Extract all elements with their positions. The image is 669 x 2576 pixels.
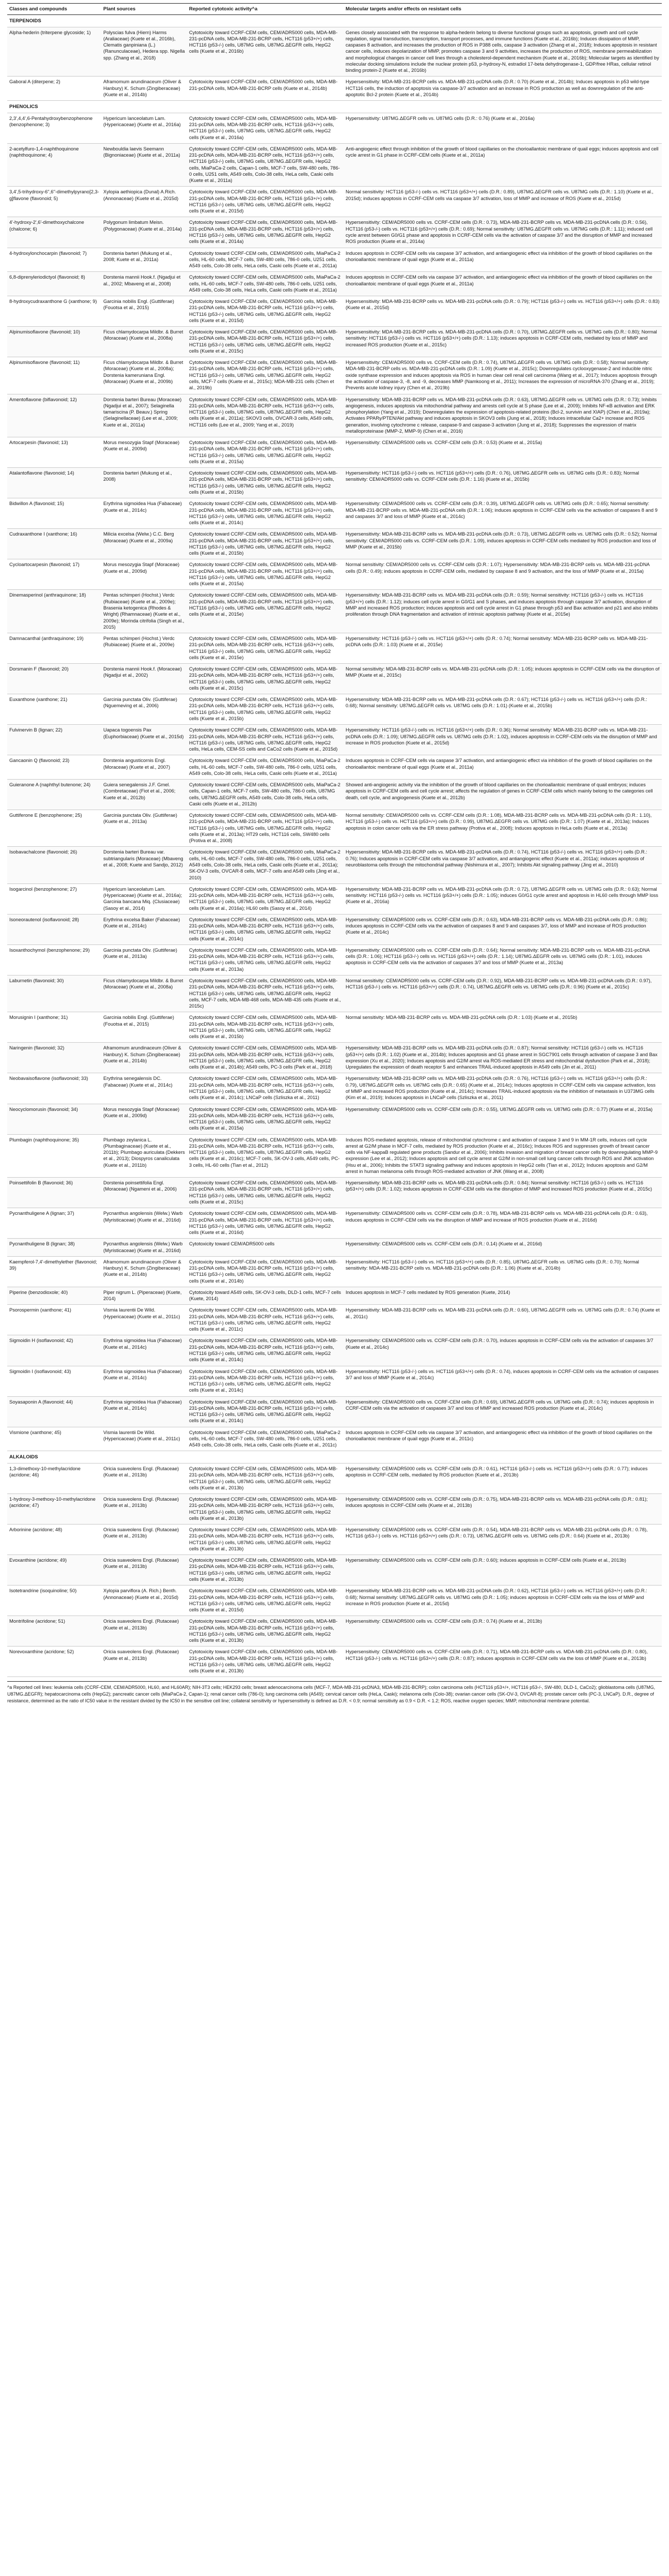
cytotoxic-activity-cell: Cytotoxicity toward CCRF-CEM cells, CEM/ADR5000 cells, MDA-MB-231-pcDNA cells, MDA-MB-231-BCRP cells, HCT116 (p53+/+) cells, HCT116 (p53-/-) cells, U87MG cells, U87MG.ΔEGFR cells, HepG2 cells (Kuete et al., 2014c) — [187, 498, 344, 529]
compound-cell: Laburnetin (flavonoid; 30) — [7, 975, 101, 1012]
table-row — [7, 217, 662, 248]
cytotoxic-activity-cell: Cytotoxicity toward CCRF-CEM cells, CEM/ADR5000 cells, MDA-MB-231-pcDNA cells, MDA-MB-231-BCRP cells, HCT116 (p53+/+) cells, HCT116 (p53-/-) cells, U87MG cells, U87MG.ΔEGFR cells, HepG2 cells (Kuete et al., 2014c); LNCaP cells (Szliszka et al., 2011) — [187, 1073, 344, 1104]
table-row — [7, 1178, 662, 1208]
plant-source-cell: Erythrina sigmoidea Hua (Fabaceae) (Kuete et al., 2014c) — [101, 1335, 187, 1366]
plant-source-cell: Xylopia aethiopica (Dunal) A.Rich. (Annonaceae) (Kuete et al., 2015d) — [101, 187, 187, 217]
molecular-targets-cell: Hypersensitivity: U87MG.ΔEGFR cells vs. U87MG cells (D.R.: 0.76) (Kuete et al., 2016a) — [344, 113, 662, 143]
section-header-row — [7, 101, 662, 113]
compound-cell: Montrifoline (acridone; 51) — [7, 1616, 101, 1647]
cytotoxic-activity-cell: Cytotoxicity toward CCRF-CEM cells, CEM/ADR5000 cells, MDA-MB-231-pcDNA cells, MDA-MB-231-BCRP cells, HCT116 (p53+/+) cells, HCT116 (p53-/-) cells, U87MG cells, U87MG.ΔEGFR cells, HepG2 cells (Kuete et al., 2014c) — [187, 1366, 344, 1396]
table-row — [7, 1647, 662, 1677]
cytotoxic-activity-cell: Cytotoxicity toward CCRF-CEM cells, CEM/ADR5000 cells, MDA-MB-231-pcDNA cells, MDA-MB-231-BCRP cells, HCT116 (p53+/+) cells, HCT116 (p53-/-) cells, U87MG cells, U87MG.ΔEGFR cells, HepG2 cells (Kuete et al., 2016a) — [187, 113, 344, 143]
molecular-targets-cell: Hypersensitivity: MDA-MB-231-BCRP cells vs. MDA-MB-231-pcDNA cells (D.R.: 0.60), U87MG.ΔEGFR cells vs. U87MG cells (D.R.: 0.74) (Kuete et al., 2011c) — [344, 1305, 662, 1335]
molecular-targets-cell: Showed anti-angiogenic activity via the inhibition of the growth of blood capillaries on the chorioallantoic membrane of quail embryos; induces apoptosis in CCRF-CEM cells and cell cycle arrest; affects the regulation of genes in CCRF-CEM cells which mainly belong to the categories cell death, cell cycle, and angiogenesis (Kuete et al., 2012b) — [344, 780, 662, 810]
plant-source-cell: Dorstenia mannii Hook.f. (Ngadjui et al., 2002; Mbaveng et al., 2008) — [101, 272, 187, 296]
plant-source-cell: Pycnanthus angolensis (Welw.) Warb (Myristicaceae) (Kuete et al., 2016d) — [101, 1239, 187, 1257]
molecular-targets-cell: Hypersensitivity: CEM/ADR5000 cells vs. CCRF-CEM cells (D.R.: 0.14) (Kuete et al., 2016d) — [344, 1239, 662, 1257]
plant-source-cell: Ficus chlamydocarpa Mildbr. & Burret (Moraceae) (Kuete et al., 2008a) — [101, 975, 187, 1012]
table-row — [7, 725, 662, 755]
table-row — [7, 810, 662, 847]
molecular-targets-cell: Hypersensitivity: CEM/ADR5000 cells vs. CCRF-CEM cells (D.R.: 0.74), U87MG.ΔEGFR cells vs. U87MG cells (D.R.: 0.58); Normal sensitivity: MDA-MB-231-BCRP cells vs. MDA-MB-231-pcDNA cells (D.R.: 1.09) (Kuete et al., 2015c); Downregulates cyclooxygenase-2 and inducible nitric oxide synthase expression and induces apoptosis via ROS in human clear cell renal cell carcinoma (Wang et al., 2017); Induces apoptosis through the activation of caspase-3, -8, and -9, decreases MMP (Namkoong et al., 2011); Increases the expression of microRNA-370 (Zhang et al., 2019); Prevents acute kidney injury (Chen et al., 2019b) — [344, 357, 662, 394]
plant-source-cell: Polygonum limbatum Meisn. (Polygonaceae) (Kuete et al., 2014a) — [101, 217, 187, 248]
plant-source-cell: Ficus chlamydocarpa Mildbr. & Burret (Moraceae) (Kuete et al., 2008a); Dorstenia kameruniana Engl. (Moraceae) (Kuete et al., 2009b) — [101, 357, 187, 394]
compound-cell: 2,3',4,4',6-Pentahydroxybenzophenone (benzophenone; 3) — [7, 113, 101, 143]
cytotoxic-activity-cell: Cytotoxicity toward CCRF-CEM cells, CEM/ADR5000 cells, MDA-MB-231-pcDNA cells, MDA-MB-231-BCRP cells, HCT116 (p53+/+) cells, HCT116 (p53-/-) cells, U87MG cells, U87MG.ΔEGFR cells, HepG2 cells (Kuete et al., 2013b) — [187, 1616, 344, 1647]
compound-cell: Pycnanthuligene A (lignan; 37) — [7, 1208, 101, 1239]
compound-cell: Norevoxanthine (acridone; 52) — [7, 1647, 101, 1677]
section-header-row — [7, 15, 662, 27]
cytotoxic-activity-cell: Cytotoxicity toward CCRF-CEM cells, CEM/ADR5000 cells, MDA-MB-231-pcDNA cells, MDA-MB-231-BCRP cells (Kuete et al., 2014b) — [187, 77, 344, 101]
table-row — [7, 327, 662, 357]
plant-source-cell: Erythrina sigmoidea Hua (Fabaceae) (Kuete et al., 2014c) — [101, 498, 187, 529]
compound-cell: 8-hydroxycudraxanthone G (xanthone; 9) — [7, 296, 101, 327]
molecular-targets-cell: Hypersensitivity: MDA-MB-231-BCRP cells vs. MDA-MB-231-pcDNA cells (D.R.: 0.67); HCT116 (p53-/-) cells vs. HCT116 (p53+/+) cells (D.R.: 0.68); Normal sensitivity: U87MG.ΔEGFR cells vs. U87MG cells (D.R.: 1.01) (Kuete et al., 2015b) — [344, 694, 662, 725]
cytotoxic-activity-cell: Cytotoxicity toward CCRF-CEM cells, CEM/ADR5000 cells, MDA-MB-231-pcDNA cells, MDA-MB-231-BCRP cells, HCT116 (p53+/+) cells, HCT116 (p53-/-) cells, U87MG cells, U87MG.ΔEGFR cells, HepG2 cells (Kuete et al., 2014a) — [187, 217, 344, 248]
table-row — [7, 559, 662, 590]
cytotoxic-activity-cell: Cytotoxicity toward CCRF-CEM cells, CEM/ADR5000 cells, MDA-MB-231-pcDNA cells, MDA-MB-231-BCRP cells, HCT116 (p53+/+) cells, HCT116 (p53-/-) cells, U87MG cells, U87MG.ΔEGFR cells, HepG2 cells (Kuete et al., 2016a); HL60 cells (Sasoy et al., 2014) — [187, 883, 344, 914]
molecular-targets-cell: Hypersensitivity: CEM/ADR5000 cells vs. CCRF-CEM cells (D.R.: 0.69), U87MG.ΔEGFR cells vs. U87MG cells (D.R.: 0.74); induces apoptosis in CCRF-CEM cells via the activation of caspases 3/7 and loss of MMP and increased ROS production (Kuete et al., 2014c) — [344, 1396, 662, 1427]
cytotoxic-activity-cell: Cytotoxicity toward CCRF-CEM cells, CEM/ADR5000 cells, MiaPaCa-2 cells, HL-60 cells, MCF-7 cells, SW-480 cells, 786-0 cells, U251 cells, A549 cells, Colo-38 cells, HeLa cells, Caski cells (Kuete et al., 2011c) — [187, 1427, 344, 1451]
plant-source-cell: Dorstenia angusticornis Engl. (Moraceae) (Kuete et al., 2007) — [101, 755, 187, 780]
compound-cell: Neocyclomorusin (flavonoid; 34) — [7, 1104, 101, 1134]
compound-cell: Isogarcinol (benzophenone; 27) — [7, 883, 101, 914]
molecular-targets-cell: Normal sensitivity: CEM/ADR5000 cells vs. CCRF-CEM cells (D.R.: 0.92), MDA-MB-231-BCRP cells vs. MDA-MB-231-pcDNA cells (D.R.: 0.97), HCT116 (p53-/-) cells vs. HCT116 (p53+/+) cells (D.R.: 0.74), U87MG.ΔEGFR cells vs. U87MG cells (D.R.: 0.96) (Kuete et al., 2015c) — [344, 975, 662, 1012]
molecular-targets-cell: Hypersensitivity: MDA-MB-231-BCRP cells vs. MDA-MB-231-pcDNA cells (D.R.: 0.79); HCT116 (p53-/-) cells vs. HCT116 (p53+/+) cells (D.R.: 0.83) (Kuete et al., 2015d) — [344, 296, 662, 327]
table-row — [7, 883, 662, 914]
plant-source-cell: Uapaca togoensis Pax (Euphorbiaceae) (Kuete et al., 2015d) — [101, 725, 187, 755]
compound-cell: Arborinine (acridone; 48) — [7, 1525, 101, 1555]
table-row — [7, 1525, 662, 1555]
compound-cell: Guieranone A (naphthyl butenone; 24) — [7, 780, 101, 810]
compound-cell: Soyasaponin A (flavonoid; 44) — [7, 1396, 101, 1427]
plant-source-cell: Polyscias fulva (Hiern) Harms (Araliaceae) (Kuete et al., 2016b), Clematis ganpiniana (L.) (Ranunculaceae), Hedera spp. Nigella spp. (Zhang et al., 2018) — [101, 27, 187, 77]
table-row — [7, 1616, 662, 1647]
plant-source-cell: Aframomum arundinaceum (Oliver & Hanbury) K. Schum (Zingiberaceae) (Kuete et al., 2014b) — [101, 1043, 187, 1073]
header-plant-sources: Plant sources — [101, 4, 187, 15]
table-row — [7, 296, 662, 327]
molecular-targets-cell: Hypersensitivity: CEM/ADR5000 cells vs. CCRF-CEM cells (D.R.: 0.73), MDA-MB-231-BCRP cells vs. MDA-MB-231-pcDNA cells (D.R.: 0.56), HCT116 (p53-/-) cells vs. HCT116 (p53+/+) cells (D.R.: 0.69); Normal sensitivity: U87MG.ΔEGFR cells vs. U87MG cells (D.R.: 1.11); induced cell cycle arrest between G0/G1 phase and apoptosis in CCRF-CEM cells via the activation of caspase 3/7 and the disruption of MMP and increased ROS production (Kuete et al., 2014a) — [344, 217, 662, 248]
compound-cell: Isoneorautenol (isoflavonoid; 28) — [7, 914, 101, 944]
compound-cell: Cudraxanthone I (xanthone; 16) — [7, 529, 101, 559]
compounds-table — [7, 3, 662, 1677]
cytotoxic-activity-cell: Cytotoxicity toward CEM/ADR5000 cells — [187, 1239, 344, 1257]
compound-cell: Damnacanthal (anthraquinone; 19) — [7, 633, 101, 664]
cytotoxic-activity-cell: Cytotoxicity toward CCRF-CEM cells, CEM/ADR5000 cells, MDA-MB-231-pcDNA cells, MDA-MB-231-BCRP cells, HCT116 (p53+/+) cells, HCT116 (p53-/-) cells, U87MG cells, U87MG.ΔEGFR cells, HepG2 cells (Kuete et al., 2016b) — [187, 27, 344, 77]
cytotoxic-activity-cell: Cytotoxicity toward CCRF-CEM cells, CEM/ADR5000 cells, MDA-MB-231-pcDNA cells, MDA-MB-231-BCRP cells, HCT116 (p53+/+) cells, HCT116 (p53-/-) cells, U87MG cells, U87MG.ΔEGFR cells, HepG2 cells (Kuete et al., 2013b) — [187, 1525, 344, 1555]
plant-source-cell: Erythrina sigmoidea Hua (Fabaceae) (Kuete et al., 2014c) — [101, 1396, 187, 1427]
section-title: TERPENOIDS — [7, 15, 662, 27]
compound-cell: Bidwillon A (flavonoid; 15) — [7, 498, 101, 529]
cytotoxic-activity-cell: Cytotoxicity toward CCRF-CEM cells, CEM/ADR5000 cells, MDA-MB-231-pcDNA cells, MDA-MB-231-BCRP cells, HCT116 (p53+/+) cells, HCT116 (p53-/-) cells, U87MG cells, U87MG.ΔEGFR cells, HepG2 cells (Kuete et al., 2013a) — [187, 944, 344, 975]
plant-source-cell: Oricia suaveolens Engl. (Rutaceae) (Kuete et al., 2013b) — [101, 1525, 187, 1555]
compound-cell: Sigmoidin I (isoflavonoid; 43) — [7, 1366, 101, 1396]
plant-source-cell: Aframomum arundinaceum (Oliver & Hanbury) K. Schum (Zingiberaceae) (Kuete et al., 2014b) — [101, 77, 187, 101]
table-row — [7, 1239, 662, 1257]
molecular-targets-cell: Genes closely associated with the response to alpha-hederin belong to diverse functional groups such as apoptosis, growth and cell cycle regulation, signal transduction, transcription, transport processes, and immune functions (Kuete et al., 2016b); Induces dissipation of MMP, caspases 8 activation, and increases the production of ROS in P388 cells, caspase 3 activation (Zhang et al., 2018); Induces apoptosis in resistant cancer cells, induces depolarization of MMP, promotes caspase 3 and 9 activities, increases the production of ROS, membrane permeabilization and morphological changes in cancer cell lines through a cholesterol-dependent mechanism (Kuete et al., 2016b); Molecular targets as identified by molecular docking simulations include the nuclear protein p53, p-hydroxy-N, estradiol 17-beta dehydrogenase-1, GDP/free HRas, cellular retinol binding protein-2 (Kuete et al., 2016b) — [344, 27, 662, 77]
table-row — [7, 914, 662, 944]
cytotoxic-activity-cell: Cytotoxicity toward CCRF-CEM cells, CEM/ADR5000 cells, MDA-MB-231-pcDNA cells, MDA-MB-231-BCRP cells, HCT116 (p53+/+) cells, HCT116 (p53-/-) cells, U87MG cells, U87MG.ΔEGFR cells, HepG2 cells (Kuete et al., 2015b) — [187, 1012, 344, 1043]
molecular-targets-cell: Hypersensitivity: CEM/ADR5000 cells vs. CCRF-CEM cells (D.R.: 0.60); induces apoptosis in CCRF-CEM cells (Kuete et al., 2013b) — [344, 1555, 662, 1586]
cytotoxic-activity-cell: Cytotoxicity toward CCRF-CEM cells, CEM/ADR5000 cells, MDA-MB-231-pcDNA cells, MDA-MB-231-BCRP cells, HCT116 (p53+/+) cells, HCT116 (p53-/-) cells, U87MG cells, U87MG.ΔEGFR cells, HepG2 cells (Kuete et al., 2014b); A549 cells, PC-3 cells (Park et al., 2018) — [187, 1043, 344, 1073]
molecular-targets-cell: Hypersensitivity: CEM/ADR5000 cells vs. CCRF-CEM cells (D.R.: 0.74) (Kuete et al., 2013b) — [344, 1616, 662, 1647]
table-row — [7, 944, 662, 975]
cytotoxic-activity-cell: Cytotoxicity toward CCRF-CEM cells, CEM/ADR5000 cells, MiaPaCa-2 cells, HL-60 cells, MCF-7 cells, SW-480 cells, 786-0 cells, U251 cells, A549 cells, Colo-38 cells, HeLa cells, Caski cells (Kuete et al., 2011a) — [187, 755, 344, 780]
compound-cell: Isobavachalcone (flavonoid; 26) — [7, 847, 101, 883]
cytotoxic-activity-cell: Cytotoxicity toward CCRF-CEM cells, CEM/ADR5000 cells, MDA-MB-231-pcDNA cells, MDA-MB-231-BCRP cells, HCT116 (p53+/+) cells, HCT116 (p53-/-) cells, U87MG cells, U87MG.ΔEGFR cells, HepG2 cells (Kuete et al., 2011c) — [187, 1305, 344, 1335]
cytotoxic-activity-cell: Cytotoxicity toward CCRF-CEM cells, CEM/ADR5000 cells, MDA-MB-231-pcDNA cells, MDA-MB-231-BCRP cells, HCT116 (p53+/+) cells, HCT116 (p53-/-) cells, U87MG cells, U87MG.ΔEGFR cells, HepG2 cells, HeLa cells, CEM-SS cells and CaCo2 cells (Kuete et al., 2015d) — [187, 725, 344, 755]
plant-source-cell: Oricia suaveolens Engl. (Rutaceae) (Kuete et al., 2013b) — [101, 1647, 187, 1677]
cytotoxic-activity-cell: Cytotoxicity toward CCRF-CEM cells, CEM/ADR5000 cells, MDA-MB-231-pcDNA cells, MDA-MB-231-BCRP cells, HCT116 (p53+/+) cells, HCT116 (p53-/-) cells, U87MG cells, U87MG.ΔEGFR cells, HepG2 cells (Kuete et al., 2015a) — [187, 1104, 344, 1134]
compound-cell: Psorospermin (xanthone; 41) — [7, 1305, 101, 1335]
plant-source-cell: Erythrina excelsa Baker (Fabaceae) (Kuete et al., 2014c) — [101, 914, 187, 944]
molecular-targets-cell: Normal sensitivity: HCT116 (p53-/-) cells vs. HCT116 (p53+/+) cells (D.R.: 0.89), U87MG.ΔEGFR cells vs. U87MG cells (D.R.: 1.10) (Kuete et al., 2015d); induces apoptosis in CCRF-CEM cells via caspase 3/7 activation, loss of MMP and increase of ROS (Kuete et al., 2015d) — [344, 187, 662, 217]
table-row — [7, 1366, 662, 1396]
plant-source-cell: Dorstenia barteri (Mukung et al., 2008) — [101, 468, 187, 498]
molecular-targets-cell: Hypersensitivity: CEM/ADR5000 cells vs. CCRF-CEM cells (D.R.: 0.61), HCT116 (p53-/-) cells vs. HCT116 (p53+/+) cells (D.R.: 0.77); induces apoptosis in CCRF-CEM cells, mediated by ROS production (Kuete et al., 2013b) — [344, 1464, 662, 1494]
compound-cell: Pycnanthuligene B (lignan; 38) — [7, 1239, 101, 1257]
molecular-targets-cell: Hypersensitivity: MDA-MB-231-BCRP cells vs. MDA-MB-231-pcDNA cells (D.R.: 0.87); Normal sensitivity: HCT116 (p53-/-) cells vs. HCT116 (p53+/+) cells (D.R.: 1.02) (Kuete et al., 2014b); Induces apoptosis and G1 phase arrest in SGC7901 cells through activation of caspase 3 and Bax expression (Xu et al., 2020); Induces apoptosis and G2/M arrest via ROS-mediated ER stress and mitochondrial dysfunction (Park et al., 2018); Upregulates the expression of death receptor 5 and enhances TRAIL-induced apoptosis in A549 cells (Jin et al., 2011) — [344, 1043, 662, 1073]
molecular-targets-cell: Anti-angiogenic effect through inhibition of the growth of blood capillaries on the chorioallantoic membrane of quail eggs; induces apoptosis and cell cycle arrest in G1 phase in CCRF-CEM cells (Kuete et al., 2011a) — [344, 143, 662, 187]
plant-source-cell: Guiera senegalensis J.F. Gmel. (Combretaceae) (Fiot et al., 2006; Kuete et al., 2012b) — [101, 780, 187, 810]
table-row — [7, 437, 662, 468]
plant-source-cell: Newbouldia laevis Seemann (Bignoniaceae) (Kuete et al., 2011a) — [101, 143, 187, 187]
table-row — [7, 468, 662, 498]
plant-source-cell: Dorstenia barteri (Mukung et al., 2008; Kuete et al., 2011a) — [101, 248, 187, 272]
cytotoxic-activity-cell: Cytotoxicity toward CCRF-CEM cells, CEM/ADR5000 cells, MDA-MB-231-pcDNA cells, MDA-MB-231-BCRP cells, HCT116 (p53+/+) cells, HCT116 (p53-/-) cells, U87MG cells, U87MG.ΔEGFR cells, HepG2 cells (Kuete et al., 2014c) — [187, 1335, 344, 1366]
plant-source-cell: Vismia laurentii De Wild. (Hypericaceae) (Kuete et al., 2011c) — [101, 1305, 187, 1335]
header-classes-compounds: Classes and compounds — [7, 4, 101, 15]
compound-cell: 1,3-dimethoxy-10-methylacridone (acridone; 46) — [7, 1464, 101, 1494]
cytotoxic-activity-cell: Cytotoxicity toward CCRF-CEM cells, CEM/ADR5000 cells, MDA-MB-231-pcDNA cells, MDA-MB-231-BCRP cells, HCT116 (p53+/+) cells, HCT116 (p53-/-) cells, U87MG cells, U87MG.ΔEGFR cells, HepG2 cells (Kuete et al., 2013b) — [187, 1464, 344, 1494]
cytotoxic-activity-cell: Cytotoxicity toward CCRF-CEM cells, CEM/ADR5000 cells, MDA-MB-231-pcDNA cells, MDA-MB-231-BCRP cells, HCT116 (p53+/+) cells, HCT116 (p53-/-) cells, U87MG cells, U87MG.ΔEGFR cells, HepG2 cells (Kuete et al., 2015d) — [187, 296, 344, 327]
cytotoxic-activity-cell: Cytotoxicity toward A549 cells, SK-OV-3 cells, DLD-1 cells, MCF-7 cells (Kuete, 2014) — [187, 1287, 344, 1305]
table-row — [7, 1287, 662, 1305]
molecular-targets-cell: Hypersensitivity: MDA-MB-231-BCRP cells vs. MDA-MB-231-pcDNA cells (D.R.: 0.70) (Kuete et al., 2014b); Induces apoptosis in p53 wild-type HCT116 cells, the induction of apoptosis via caspase-3/7 activation and an increase in ROS production as well as downregulation of the anti-apoptotic Bcl-2 protein (Kuete et al., 2014b) — [344, 77, 662, 101]
molecular-targets-cell: Hypersensitivity: MDA-MB-231-BCRP cells vs. MDA-MB-231-pcDNA cells (D.R.: 0.62), HCT116 (p53-/-) cells vs. HCT116 (p53+/+) cells (D.R.: 0.68); Normal sensitivity: U87MG.ΔEGFR cells vs. U87MG cells (D.R.: 1.05); induces apoptosis in CCRF-CEM cells via the loss of MMP and increase in ROS production (Kuete et al., 2015d) — [344, 1586, 662, 1616]
cytotoxic-activity-cell: Cytotoxicity toward CCRF-CEM cells, CEM/ADR5000 cells, MDA-MB-231-pcDNA cells, MDA-MB-231-BCRP cells, HCT116 (p53+/+) cells, HCT116 (p53-/-) cells, U87MG cells, U87MG.ΔEGFR cells, HepG2 cells (Kuete et al., 2015a) — [187, 437, 344, 468]
plant-source-cell: Morus mesozygia Stapf (Moraceae) (Kuete et al., 2009d) — [101, 437, 187, 468]
molecular-targets-cell: Hypersensitivity: CEM/ADR5000 cells vs. CCRF-CEM cells (D.R.: 0.39), U87MG.ΔEGFR cells vs. U87MG cells (D.R.: 0.65); Normal sensitivity: MDA-MB-231-BCRP cells vs. MDA-MB-231-pcDNA cells (D.R.: 1.06); induces apoptosis in CCRF-CEM cells via the activation of caspases 8 and 9 and caspases 3/7 and loss of MMP (Kuete et al., 2014c) — [344, 498, 662, 529]
plant-source-cell: Morus mesozygia Stapf (Moraceae) (Kuete et al., 2009d) — [101, 1104, 187, 1134]
section-title: ALKALOIDS — [7, 1451, 662, 1464]
cytotoxic-activity-cell: Cytotoxicity toward CCRF-CEM cells, CEM/ADR5000 cells, MDA-MB-231-pcDNA cells, MDA-MB-231-BCRP cells, HCT116 (p53+/+) cells, HCT116 (p53-/-) cells, U87MG cells, U87MG.ΔEGFR cells, HepG2 cells (Kuete et al., 2015a) — [187, 559, 344, 590]
plant-source-cell: Oricia suaveolens Engl. (Rutaceae) (Kuete et al., 2013b) — [101, 1555, 187, 1586]
compound-cell: Dorsmanin F (flavonoid; 20) — [7, 664, 101, 694]
compound-cell: Dinemasperinol (anthraquinone; 18) — [7, 590, 101, 633]
compound-cell: 4'-hydroxy-2',6'-dimethoxychalcone (chalcone; 6) — [7, 217, 101, 248]
section-title: PHENOLICS — [7, 101, 662, 113]
molecular-targets-cell: Induces apoptosis in CCRF-CEM cells via caspase 3/7 activation, and antiangiogenic effect via inhibition of the growth of blood capillaries on the chorioallantoic membrane of quail eggs (Kuete et al., 2011a) — [344, 272, 662, 296]
compound-cell: Alpinumisoflavone (flavonoid; 11) — [7, 357, 101, 394]
molecular-targets-cell: Hypersensitivity: MDA-MB-231-BCRP cells vs. MDA-MB-231-pcDNA cells (D.R.: 0.72), U87MG.ΔEGFR cells vs. U87MG cells (D.R.: 0.63); Normal sensitivity: HCT116 (p53-/-) cells vs. HCT116 (p53+/+) cells (D.R.: 1.05); induces G0/G1 cycle arrest and apoptosis in HL60 cells through MMP loss (Kuete et al., 2016a) — [344, 883, 662, 914]
plant-source-cell: Erythrina senegalensis DC. (Fabaceae) (Kuete et al., 2014c) — [101, 1073, 187, 1104]
table-row — [7, 780, 662, 810]
table-header — [7, 4, 662, 15]
table-row — [7, 755, 662, 780]
table-row — [7, 1464, 662, 1494]
plant-source-cell: Aframomum arundinaceum (Oliver & Hanbury) K. Schum (Zingiberaceae) (Kuete et al., 2014b) — [101, 1256, 187, 1287]
plant-source-cell: Vismia laurentii De Wild. (Hypericaceae) (Kuete et al., 2011c) — [101, 1427, 187, 1451]
table-row — [7, 248, 662, 272]
table-row — [7, 357, 662, 394]
table-row — [7, 1012, 662, 1043]
cytotoxic-activity-cell: Cytotoxicity toward CCRF-CEM cells, CEM/ADR5000 cells, MDA-MB-231-pcDNA cells, MDA-MB-231-BCRP cells, HCT116 (p53+/+) cells, HCT116 (p53-/-) cells, U87MG cells, U87MG.ΔEGFR cells, HepG2 cells (Kuete et al., 2015d) — [187, 1586, 344, 1616]
plant-source-cell: Garcinia nobilis Engl. (Guttiferae) (Fouotsa et al., 2015) — [101, 1012, 187, 1043]
cytotoxic-activity-cell: Cytotoxicity toward CCRF-CEM cells, CEM/ADR5000 cells, MDA-MB-231-pcDNA cells, MDA-MB-231-BCRP cells, HCT116 (p53+/+) cells, HCT116 (p53-/-) cells, U87MG cells, U87MG.ΔEGFR cells, HepG2 cells (Kuete et al., 2015e) — [187, 590, 344, 633]
compound-cell: Poinsettifolin B (flavonoid; 36) — [7, 1178, 101, 1208]
plant-source-cell: Garcinia punctata Oliv. (Guttiferae) (Kuete et al., 2013a) — [101, 810, 187, 847]
plant-source-cell: Milicia excelsa (Welw.) C.C. Berg (Moraceae) (Kuete et al., 2009a) — [101, 529, 187, 559]
table-row — [7, 1555, 662, 1586]
molecular-targets-cell: Hypersensitivity: MDA-MB-231-BCRP cells vs. MDA-MB-231-pcDNA cells (D.R.: 0.73), U87MG.ΔEGFR cells vs. U87MG cells (D.R.: 0.52); Normal sensitivity: CEM/ADR5000 cells vs. CCRF-CEM cells (D.R.: 1.09), induces apoptosis in CCRF-CEM cells mediated by ROS production and loss of MMP (Kuete et al., 2015b) — [344, 529, 662, 559]
table-row — [7, 113, 662, 143]
molecular-targets-cell: Normal sensitivity: CEM/ADR5000 cells vs. CCRF-CEM cells (D.R.: 1.07); Hypersensitivity: MDA-MB-231-BCRP cells vs. MDA-MB-231-pcDNA cells (D.R.: 0.49); induces apoptosis in CCRF-CEM cells, mediated by caspase 8 and 9 activation, and the loss of MMP (Kuete et al., 2015a) — [344, 559, 662, 590]
plant-source-cell: Pentas schimperi (Hochst.) Verdc (Rubiaceae) (Kuete et al., 2009e); Brasenia ketogenica (Rhodes & Wright) (Rhamnaceae) (Kuete et al., 2009e); Morinda citrifolia (Singh et al., 2015) — [101, 590, 187, 633]
table-row — [7, 1305, 662, 1335]
table-row — [7, 664, 662, 694]
table-row — [7, 975, 662, 1012]
table-row — [7, 1043, 662, 1073]
plant-source-cell: Oricia suaveolens Engl. (Rutaceae) (Kuete et al., 2013b) — [101, 1616, 187, 1647]
molecular-targets-cell: Hypersensitivity: MDA-MB-231-BCRP cells vs. MDA-MB-231-pcDNA cells (D.R.: 0.84); Normal sensitivity: HCT116 (p53-/-) cells vs. HCT116 (p53+/+) cells (D.R.: 1.02); induces apoptosis in CCRF-CEM cells via the disruption of MMP and increased ROS production (Kuete et al., 2015c) — [344, 1178, 662, 1208]
cytotoxic-activity-cell: Cytotoxicity toward CCRF-CEM cells, CEM/ADR5000 cells, MDA-MB-231-pcDNA cells, MDA-MB-231-BCRP cells, HCT116 (p53+/+) cells, HCT116 (p53-/-) cells, U87MG cells, U87MG.ΔEGFR cells, HepG2 cells (Kuete et al., 2015c) — [187, 664, 344, 694]
header-molecular-targets: Molecular targets and/or effects on resistant cells — [344, 4, 662, 15]
table-row — [7, 1396, 662, 1427]
plant-source-cell: Dorstenia poinsettifolia Engl. (Moraceae) (Ngameni et al., 2006) — [101, 1178, 187, 1208]
plant-source-cell: Dorstenia barteri Bureau (Moraceae) (Ngadjui et al., 2007); Selaginella tamariscina (P. Beauv.) Spring (Selaginellaceae) (Lee et al., 2009; Kuete et al., 2011a) — [101, 394, 187, 437]
compound-cell: 3,4',5-trihydroxy-6'',6''-dimethylpyrano[2,3-g]flavone (flavonoid; 5) — [7, 187, 101, 217]
plant-source-cell: Hypericum lanceolatum Lam. (Hypericaceae) (Kuete et al., 2016a) — [101, 113, 187, 143]
table-row — [7, 1208, 662, 1239]
cytotoxic-activity-cell: Cytotoxicity toward CCRF-CEM cells, CEM/ADR5000 cells, MDA-MB-231-pcDNA cells, MDA-MB-231-BCRP cells, HCT116 (p53+/+) cells, HCT116 (p53-/-) cells, U87MG cells, U87MG.ΔEGFR cells, HepG2 cells (Kuete et al., 2016c); MCF-7 cells, SK-OV-3 cells, A549 cells, PC-3 cells, HL-60 cells (Tian et al., 2012) — [187, 1134, 344, 1178]
cytotoxic-activity-cell: Cytotoxicity toward CCRF-CEM cells, CEM/ADR5000 cells, MDA-MB-231-pcDNA cells, MDA-MB-231-BCRP cells, HCT116 (p53+/+) cells, HCT116 (p53-/-) cells, U87MG cells, U87MG.ΔEGFR cells, HepG2 cells (Kuete et al., 2014b) — [187, 1256, 344, 1287]
cytotoxic-activity-cell: Cytotoxicity toward CCRF-CEM cells, CEM/ADR5000 cells, MDA-MB-231-pcDNA cells, MDA-MB-231-BCRP cells, HCT116 (p53+/+) cells, HCT116 (p53-/-) cells, U87MG cells, U87MG.ΔEGFR cells, HepG2 cells (Kuete et al., 2013b) — [187, 1494, 344, 1525]
cytotoxic-activity-cell: Cytotoxicity toward CCRF-CEM cells, CEM/ADR5000 cells, MDA-MB-231-pcDNA cells, MDA-MB-231-BCRP cells, HCT116 (p53+/+) cells, HCT116 (p53-/-) cells, U87MG cells, U87MG.ΔEGFR cells, HepG2 cells (Kuete et al., 2015b) — [187, 694, 344, 725]
table-row — [7, 1073, 662, 1104]
molecular-targets-cell: Hypersensitivity: CEM/ADR5000 cells vs. CCRF-CEM cells (D.R.: 0.75), MDA-MB-231-BCRP cells vs. MDA-MB-231-pcDNA cells (D.R.: 0.81); induces apoptosis in CCRF-CEM cells (Kuete et al., 2013b) — [344, 1494, 662, 1525]
section-header-row — [7, 1451, 662, 1464]
table-row — [7, 1427, 662, 1451]
molecular-targets-cell: Hypersensitivity: CEM/ADR5000 cells vs. CCRF-CEM cells (D.R.: 0.64); Normal sensitivity: MDA-MB-231-BCRP cells vs. MDA-MB-231-pcDNA cells (D.R.: 1.06); HCT116 (p53-/-) cells vs. HCT116 (p53+/+) cells (D.R.: 1.14); U87MG.ΔEGFR cells vs. U87MG cells (D.R.: 1.01), induces apoptosis in CCRF-CEM cells via the activation of caspases 3/7 and loss of MMP (Kuete et al., 2013a) — [344, 944, 662, 975]
cytotoxic-activity-cell: Cytotoxicity toward CCRF-CEM cells, CEM/ADR5000 cells, MDA-MB-231-pcDNA cells, MDA-MB-231-BCRP cells, HCT116 (p53+/+) cells, HCT116 (p53-/-) cells, U87MG cells, U87MG.ΔEGFR cells, HepG2 cells (Kuete et al., 2014c) — [187, 1396, 344, 1427]
compound-cell: Vismione (xanthone; 45) — [7, 1427, 101, 1451]
molecular-targets-cell: Induces apoptosis in CCRF-CEM cells via caspase 3/7 activation, and antiangiogenic effect via inhibition of the growth of blood capillaries on the chorioallantoic membrane of quail eggs (Kuete et al., 2011a) — [344, 248, 662, 272]
plant-source-cell: Dorstenia barteri Bureau var. subtriangularis (Moraceae) (Mbaveng et al., 2008; Kuete and Sandjo, 2012) — [101, 847, 187, 883]
table-row — [7, 1104, 662, 1134]
molecular-targets-cell: Normal sensitivity: CEM/ADR5000 cells vs. CCRF-CEM cells (D.R.: 1.08), MDA-MB-231-BCRP cells vs. MDA-MB-231-pcDNA cells (D.R.: 1.10), HCT116 (p53-/-) cells vs. HCT116 (p53+/+) cells (D.R.: 0.99), U87MG.ΔEGFR cells vs. U87MG cells (D.R.: 1.07) (Kuete et al., 2013a); Induces apoptosis in colon cancer cells via the ER stress pathway (Protiva et al., 2008); Induces apoptosis in HeLa cells (Kuete et al., 2013a) — [344, 810, 662, 847]
plant-source-cell: Oricia suaveolens Engl. (Rutaceae) (Kuete et al., 2013b) — [101, 1464, 187, 1494]
compound-cell: Fulvinervin B (lignan; 22) — [7, 725, 101, 755]
cytotoxic-activity-cell: Cytotoxicity toward CCRF-CEM cells, CEM/ADR5000 cells, MDA-MB-231-pcDNA cells, MDA-MB-231-BCRP cells, HCT116 (p53+/+) cells, HCT116 (p53-/-) cells, U87MG cells, U87MG.ΔEGFR cells, HepG2 cells (Kuete et al., 2014c) — [187, 914, 344, 944]
compound-cell: Isoxanthochymol (benzophenone; 29) — [7, 944, 101, 975]
cytotoxic-activity-cell: Cytotoxicity toward CCRF-CEM cells, CEM/ADR5000 cells, MiaPaCa-2 cells, HL-60 cells, MCF-7 cells, SW-480 cells, 786-0 cells, U251 cells, A549 cells, Colo-38 cells, HeLa cells, Caski cells (Kuete et al., 2011a) — [187, 272, 344, 296]
compound-cell: 4-hydroxylonchocarpin (flavonoid; 7) — [7, 248, 101, 272]
table-row — [7, 633, 662, 664]
plant-source-cell: Plumbago zeylanica L. (Plumbaginaceae) (Kuete et al., 2011b); Plumbago auriculata (Dekkers et al., 2013); Diospyros canaliculata (Kuete et al., 2011b) — [101, 1134, 187, 1178]
compound-cell: Alpinumisoflavone (flavonoid; 10) — [7, 327, 101, 357]
table-row — [7, 847, 662, 883]
cytotoxic-activity-cell: Cytotoxicity toward CCRF-CEM cells, CEM/ADR5000 cells, MiaPaCa-2 cells, HL-60 cells, MCF-7 cells, SW-480 cells, 786-0 cells, U251 cells, A549 cells, Colo-38 cells, HeLa cells, Caski cells (Kuete et al., 2011a); SK-OV-3 cells, OVCAR-8 cells, MCF-7 cells and A549 cells (Jing et al., 2010) — [187, 847, 344, 883]
cytotoxic-activity-cell: Cytotoxicity toward CCRF-CEM cells, CEM/ADR5000 cells, MDA-MB-231-pcDNA cells, MDA-MB-231-BCRP cells, HCT116 (p53+/+) cells, HCT116 (p53-/-) cells, U87MG cells, U87MG.ΔEGFR cells, HepG2 cells (Kuete et al., 2013b) — [187, 1555, 344, 1586]
header-cytotoxic-activity: Reported cytotoxic activity^a — [187, 4, 344, 15]
molecular-targets-cell: Hypersensitivity: HCT116 (p53-/-) cells vs. HCT116 (p53+/+) cells (D.R.: 0.76), U87MG.ΔEGFR cells vs. U87MG cells (D.R.: 0.83); Normal sensitivity: CEM/ADR5000 cells vs. CCRF-CEM cells (D.R.: 1.16) (Kuete et al., 2015b) — [344, 468, 662, 498]
compound-cell: 2-acetylfuro-1,4-naphthoquinone (naphthoquinone; 4) — [7, 143, 101, 187]
plant-source-cell: Erythrina sigmoidea Hua (Fabaceae) (Kuete et al., 2014c) — [101, 1366, 187, 1396]
cytotoxic-activity-cell: Cytotoxicity toward CCRF-CEM cells, CEM/ADR5000 cells, MDA-MB-231-pcDNA cells, MDA-MB-231-BCRP cells, HCT116 (p53+/+) cells, HCT116 (p53-/-) cells, U87MG cells, U87MG.ΔEGFR cells, HepG2 cells (Kuete et al., 2015b) — [187, 468, 344, 498]
compound-cell: Atalantoflavone (flavonoid; 14) — [7, 468, 101, 498]
molecular-targets-cell: Hypersensitivity: CEM/ADR5000 cells vs. CCRF-CEM cells (D.R.: 0.54), MDA-MB-231-BCRP cells vs. MDA-MB-231-pcDNA cells (D.R.: 0.78), HCT116 (p53-/-) cells vs. HCT116 (p53+/+) cells (D.R.: 0.73), U87MG.ΔEGFR cells vs. U87MG cells (D.R.: 0.64) (Kuete et al., 2013b) — [344, 1525, 662, 1555]
table-row — [7, 1134, 662, 1178]
cytotoxic-activity-cell: Cytotoxicity toward CCRF-CEM cells, CEM/ADR5000 cells, MDA-MB-231-pcDNA cells, MDA-MB-231-BCRP cells, HCT116 (p53+/+) cells, HCT116 (p53-/-) cells, U87MG cells, U87MG.ΔEGFR cells, HepG2 cells, MCF-7 cells, MDA-MB-468 cells, MDA-MB-435 cells (Kuete et al., 2015c) — [187, 975, 344, 1012]
molecular-targets-cell: Normal sensitivity: MDA-MB-231-BCRP cells vs. MDA-MB-231-pcDNA cells (D.R.: 1.05); induces apoptosis in CCRF-CEM cells via the disruption of MMP (Kuete et al., 2015c) — [344, 664, 662, 694]
plant-source-cell: Pentas schimperi (Hochst.) Verdc (Rubiaceae) (Kuete et al., 2009e) — [101, 633, 187, 664]
table-body — [7, 15, 662, 1677]
table-row — [7, 529, 662, 559]
compound-cell: Cycloartocarpesin (flavonoid; 17) — [7, 559, 101, 590]
compound-cell: Artocarpesin (flavonoid; 13) — [7, 437, 101, 468]
compound-cell: Gaboral A (diterpene; 2) — [7, 77, 101, 101]
cytotoxic-activity-cell: Cytotoxicity toward CCRF-CEM cells, CEM/ADR5000 cells, MDA-MB-231-pcDNA cells, MDA-MB-231-BCRP cells, HCT116 (p53+/+) cells, HCT116 (p53-/-) cells, U87MG cells, U87MG.ΔEGFR cells, HepG2 cells (Kuete et al., 2015c) — [187, 1178, 344, 1208]
molecular-targets-cell: Hypersensitivity: MDA-MB-231-BCRP cells vs. MDA-MB-231-pcDNA cells (D.R.: 0.70), U87MG.ΔEGFR cells vs. U87MG cells (D.R.: 0.80); Normal sensitivity: HCT116 (p53-/-) cells vs. HCT116 (p53+/+) cells (D.R.: 1.13); induces apoptosis in CCRF-CEM cells, mediated by loss of MMP and increased ROS production (Kuete et al., 2015c) — [344, 327, 662, 357]
table-row — [7, 272, 662, 296]
plant-source-cell: Ficus chlamydocarpa Mildbr. & Burret (Moraceae) (Kuete et al., 2008a) — [101, 327, 187, 357]
table-row — [7, 590, 662, 633]
plant-source-cell: Garcinia punctata Oliv. (Guttiferae) (Nguemeving et al., 2006) — [101, 694, 187, 725]
cytotoxic-activity-cell: Cytotoxicity toward CCRF-CEM cells, CEM/ADR5000 cells, MDA-MB-231-pcDNA cells, MDA-MB-231-BCRP cells, HCT116 (p53+/+) cells, HCT116 (p53-/-) cells, U87MG cells, U87MG.ΔEGFR cells, HepG2 cells (Kuete et al., 2013b) — [187, 1647, 344, 1677]
table-row — [7, 1256, 662, 1287]
molecular-targets-cell: Hypersensitivity: HCT116 (p53-/-) cells vs. HCT116 (p53+/+) cells (D.R.: 0.74); Normal sensitivity: MDA-MB-231-BCRP cells vs. MDA-MB-231-pcDNA cells (D.R.: 1.03) (Kuete et al., 2015e) — [344, 633, 662, 664]
compound-cell: 1-hydroxy-3-methoxy-10-methylacridone (acridone; 47) — [7, 1494, 101, 1525]
molecular-targets-cell: Induces apoptosis in CCRF-CEM cells via caspase 3/7 activation, and antiangiogenic effect via inhibition of the growth of blood capillaries on the chorioallantoic membrane of quail eggs (Kuete et al., 2011c) — [344, 1427, 662, 1451]
table-row — [7, 77, 662, 101]
table-row — [7, 498, 662, 529]
compound-cell: Piperine (benzodioxole; 40) — [7, 1287, 101, 1305]
plant-source-cell: Xylopia parviflora (A. Rich.) Benth. (Annonaceae) (Kuete et al., 2015d) — [101, 1586, 187, 1616]
plant-source-cell: Pycnanthus angolensis (Welw.) Warb (Myristicaceae) (Kuete et al., 2016d) — [101, 1208, 187, 1239]
plant-source-cell: Garcinia punctata Oliv. (Guttiferae) (Kuete et al., 2013a) — [101, 944, 187, 975]
molecular-targets-cell: Hypersensitivity: MDA-MB-231-BCRP cells vs. MDA-MB-231-pcDNA cells (D.R.: 0.63), U87MG.ΔEGFR cells vs. U87MG cells (D.R.: 0.73); Inhibits angiogenesis, induces apoptosis via mitochondrial pathway and arrests cell cycle at S phase (Lee et al., 2009); Inhibits NF-κB activation and ERK phosphorylation (Yang et al., 2019); Downregulates the expression of apoptosis-related proteins (Bcl-2, survivin and XIAP) (Chen et al., 2019a); Activates PPARγ/PTEN/Akt pathway and induces apoptosis in SKOV3 cells (Jung et al., 2018); Induces intracellular Ca2+ increase and ROS generation, involving cytochrome c release, caspase-9 and caspase-3 activation (Jung et al., 2018); Suppresses the expression of matrix metalloproteinase (MMP-2, MMP-9) (Chen et al., 2016) — [344, 394, 662, 437]
compound-cell: Amentoflavone (biflavonoid; 12) — [7, 394, 101, 437]
compound-cell: Euxanthone (xanthone; 21) — [7, 694, 101, 725]
compound-cell: Naringenin (flavonoid; 32) — [7, 1043, 101, 1073]
molecular-targets-cell: Hypersensitivity: CEM/ADR5000 cells vs. CCRF-CEM cells (D.R.: 0.63), MDA-MB-231-BCRP cells vs. MDA-MB-231-pcDNA cells (D.R.: 0.86); induces apoptosis in CCRF-CEM cells via the activation of caspases 8 and 9 and caspases 3/7, loss of MMP and increase of ROS production (Kuete et al., 2014c) — [344, 914, 662, 944]
compound-cell: Guttiferone E (benzophenone; 25) — [7, 810, 101, 847]
cytotoxic-activity-cell: Cytotoxicity toward CCRF-CEM cells, CEM/ADR5000 cells, MDA-MB-231-pcDNA cells, MDA-MB-231-BCRP cells, HCT116 (p53+/+) cells, HCT116 (p53-/-) cells, U87MG cells, U87MG.ΔEGFR cells, HepG2 cells (Kuete et al., 2016d) — [187, 1208, 344, 1239]
cytotoxic-activity-cell: Cytotoxicity toward CCRF-CEM cells, CEM/ADR5000 cells, MDA-MB-231-pcDNA cells, MDA-MB-231-BCRP cells, HCT116 (p53+/+) cells, HCT116 (p53-/-) cells, U87MG cells, U87MG.ΔEGFR cells, HepG2 cells, MCF-7 cells (Kuete et al., 2015c); MDA-MB-231 cells (Chen et al., 2019b) — [187, 357, 344, 394]
molecular-targets-cell: Hypersensitivity: CEM/ADR5000 cells vs. CCRF-CEM cells (D.R.: 0.71), MDA-MB-231-BCRP cells vs. MDA-MB-231-pcDNA cells (D.R.: 0.80), HCT116 (p53-/-) cells vs. HCT116 (p53+/+) cells (D.R.: 0.87); induces apoptosis in CCRF-CEM cells via the loss of MMP (Kuete et al., 2013b) — [344, 1647, 662, 1677]
cytotoxic-activity-cell: Cytotoxicity toward CCRF-CEM cells, CEM/ADR5000 cells, MDA-MB-231-pcDNA cells, MDA-MB-231-BCRP cells, HCT116 (p53+/+) cells, HCT116 (p53-/-) cells, U87MG cells, U87MG.ΔEGFR cells, HepG2 cells (Kuete et al., 2011a); SKOV3 cells, OVCAR-3 cells, A549 cells, HCT116 cells (Lee et al., 2009; Yang et al., 2019) — [187, 394, 344, 437]
cytotoxic-activity-cell: Cytotoxicity toward CCRF-CEM cells, CEM/ADR5000 cells, MDA-MB-231-pcDNA cells, MDA-MB-231-BCRP cells, HCT116 (p53+/+) cells, HCT116 (p53-/-) cells, U87MG cells, U87MG.ΔEGFR cells, HepG2 cells (Kuete et al., 2015e) — [187, 633, 344, 664]
table-row — [7, 1335, 662, 1366]
cytotoxic-activity-cell: Cytotoxicity toward CCRF-CEM cells, CEM/ADR5000 cells, MiaPaCa-2 cells, HL-60 cells, MCF-7 cells, SW-480 cells, 786-0 cells, U251 cells, A549 cells, Colo-38 cells, HeLa cells, Caski cells (Kuete et al., 2011a) — [187, 248, 344, 272]
table-row — [7, 143, 662, 187]
molecular-targets-cell: Hypersensitivity: MDA-MB-231-BCRP cells vs. MDA-MB-231-pcDNA cells (D.R.: 0.74), HCT116 (p53-/-) cells vs. HCT116 (p53+/+) cells (D.R.: 0.76); Induces apoptosis in CCRF-CEM cells via caspase 3/7 activation, and antiangiogenic effect (Kuete et al., 2011a); induces apoptosis of neuroblastoma cells through the mitochondrial pathway (Nishimura et al., 2007); Inhibits Akt signaling pathway (Jing et al., 2010) — [344, 847, 662, 883]
compound-cell: Alpha-hederin (triterpene glycoside; 1) — [7, 27, 101, 77]
plant-source-cell: Hypericum lanceolatum Lam. (Hypericaceae) (Kuete et al., 2016a); Garcinia bancana Miq. (Clusiaceae) (Sasoy et al., 2014) — [101, 883, 187, 914]
table-row — [7, 394, 662, 437]
cytotoxic-activity-cell: Cytotoxicity toward CCRF-CEM cells, CEM/ADR5000 cells, MDA-MB-231-pcDNA cells, MDA-MB-231-BCRP cells, HCT116 (p53+/+) cells, HCT116 (p53-/-) cells, U87MG cells, U87MG.ΔEGFR cells, HepG2 cells (Kuete et al., 2015b) — [187, 529, 344, 559]
plant-source-cell: Dorstenia mannii Hook.f. (Moraceae) (Ngadjui et al., 2002) — [101, 664, 187, 694]
molecular-targets-cell: Hypersensitivity: CEM/ADR5000 cells vs. CCRF-CEM cells (D.R.: 0.78), MDA-MB-231-BCRP cells vs. MDA-MB-231-pcDNA cells (D.R.: 0.63), induces apoptosis in CCRF-CEM cells via the disruption of MMP and increase of ROS production (Kuete et al., 2016d) — [344, 1208, 662, 1239]
molecular-targets-cell: Hypersensitivity: MDA-MB-231-BCRP cells vs. MDA-MB-231-pcDNA cells (D.R.: 0.76), HCT116 (p53-/-) cells vs. HCT116 (p53+/+) cells (D.R.: 0.79), U87MG.ΔEGFR cells vs. U87MG cells (D.R.: 0.65) (Kuete et al., 2014c); Induces apoptosis in CCRF-CEM cells via caspase activation, loss of MMP and increased ROS production (Kuete et al., 2014c); Increases TRAIL-induced apoptosis via the inhibition of metastasis in U373MG cells (Kim et al., 2019); Induces apoptosis in LNCaP cells (Szliszka et al., 2011) — [344, 1073, 662, 1104]
compound-cell: Neobavaisoflavone (isoflavonoid; 33) — [7, 1073, 101, 1104]
cytotoxic-activity-cell: Cytotoxicity toward CCRF-CEM cells, CEM/ADR5000 cells, MiaPaCa-2 cells, Capan-1 cells, MCF-7 cells, SW-480 cells, 786-0 cells, U87MG cells, U87MG.ΔEGFR cells, A549 cells, Colo-38 cells, HeLa cells, Caski cells (Kuete et al., 2012b) — [187, 780, 344, 810]
molecular-targets-cell: Hypersensitivity: CEM/ADR5000 cells vs. CCRF-CEM cells (D.R.: 0.53) (Kuete et al., 2015a) — [344, 437, 662, 468]
molecular-targets-cell: Hypersensitivity: CEM/ADR5000 cells vs. CCRF-CEM cells (D.R.: 0.55), U87MG.ΔEGFR cells vs. U87MG cells (D.R.: 0.77) (Kuete et al., 2015a) — [344, 1104, 662, 1134]
molecular-targets-cell: Normal sensitivity: MDA-MB-231-BCRP cells vs. MDA-MB-231-pcDNA cells (D.R.: 1.03) (Kuete et al., 2015b) — [344, 1012, 662, 1043]
table-row — [7, 27, 662, 77]
molecular-targets-cell: Induces ROS-mediated apoptosis, release of mitochondrial cytochrome c and activation of caspase 3 and 9 in MM-1R cells, induces cell cycle arrest at G2/M phase in MCF-7 cells, mediated by ROS production (Kuete et al., 2016c); Induces ROS and suppresses growth of breast cancer cells via NF-kappaB regulated gene products (Sandur et al., 2006); Inhibits invasion and migration of breast cancer cells by downregulating MMP-9 expression (Lee et al., 2012); Induces apoptosis and cell cycle arrest at G2/M in non-small cell lung cancer cells through ROS and JNK activation (Hsu et al., 2006); Inhibits the STAT3 signaling pathway and induces apoptosis in HepG2 cells (Tian et al., 2012); Induces apoptosis and G2/M arrest in human melanoma cells through ROS-mediated activation of JNK (Wang et al., 2008) — [344, 1134, 662, 1178]
compound-cell: Sigmoidin H (isoflavonoid; 42) — [7, 1335, 101, 1366]
compound-cell: Morusignin I (xanthone; 31) — [7, 1012, 101, 1043]
compound-cell: Gancaonin Q (flavonoid; 23) — [7, 755, 101, 780]
cytotoxic-activity-cell: Cytotoxicity toward CCRF-CEM cells, CEM/ADR5000 cells, MDA-MB-231-pcDNA cells, MDA-MB-231-BCRP cells, HCT116 (p53+/+) cells, HCT116 (p53-/-) cells, U87MG cells, U87MG.ΔEGFR cells, HepG2 cells (Kuete et al., 2015d) — [187, 187, 344, 217]
compound-cell: Evoxanthine (acridone; 49) — [7, 1555, 101, 1586]
plant-source-cell: Piper nigrum L. (Piperaceae) (Kuete, 2014) — [101, 1287, 187, 1305]
molecular-targets-cell: Hypersensitivity: MDA-MB-231-BCRP cells vs. MDA-MB-231-pcDNA cells (D.R.: 0.59); Normal sensitivity: HCT116 (p53-/-) cells vs. HCT116 (p53+/+) cells (D.R.: 1.12); induces cell cycle arrest in G0/G1 and S phases, and induces apoptosis through caspase 3/7 activation, disruption of MMP and increased ROS production; induces apoptosis and cell cycle arrest in G1 phase through p53 and Bax activation and p21 and also inhibits proliferation through DNA fragmentation and activation of intrinsic apoptosis pathway (Kuete et al., 2015e) — [344, 590, 662, 633]
compound-cell: Plumbagin (naphthoquinone; 35) — [7, 1134, 101, 1178]
molecular-targets-cell: Hypersensitivity: HCT116 (p53-/-) cells vs. HCT116 (p53+/+) cells (D.R.: 0.85), U87MG.ΔEGFR cells vs. U87MG cells (D.R.: 0.70); Normal sensitivity: MDA-MB-231-BCRP cells vs. MDA-MB-231-pcDNA cells (D.R.: 1.06) (Kuete et al., 2014b) — [344, 1256, 662, 1287]
compound-cell: Isotetrandrine (isoquinoline; 50) — [7, 1586, 101, 1616]
cytotoxic-activity-cell: Cytotoxicity toward CCRF-CEM cells, CEM/ADR5000 cells, MDA-MB-231-pcDNA cells, MDA-MB-231-BCRP cells, HCT116 (p53+/+) cells, HCT116 (p53-/-) cells, U87MG cells, U87MG.ΔEGFR cells, HepG2 cells, MiaPaCa-2 cells, Capan-1 cells, MCF-7 cells, SW-480 cells, 786-0 cells, U251 cells, A549 cells, Colo-38 cells, HeLa cells, Caski cells (Kuete et al., 2011a) — [187, 143, 344, 187]
table-row — [7, 694, 662, 725]
molecular-targets-cell: Hypersensitivity: HCT116 (p53-/-) cells vs. HCT116 (p53+/+) cells (D.R.: 0.74), induces apoptosis in CCRF-CEM cells via the activation of caspases 3/7 and loss of MMP (Kuete et al., 2014c) — [344, 1366, 662, 1396]
molecular-targets-cell: Hypersensitivity: CEM/ADR5000 cells vs. CCRF-CEM cells (D.R.: 0.70), induces apoptosis in CCRF-CEM cells via the activation of caspases 3/7 (Kuete et al., 2014c) — [344, 1335, 662, 1366]
table-footnote: ^a Reported cell lines: leukemia cells (CCRF-CEM, CEM/ADR5000, HL60, and HL60AR); NIH-3T3 cells; HEK293 cells; breast adenocarcinoma cells (MCF-7, MDA-MB-231-pcDNA3, MDA-MB-231-BCRP); colon carcinoma cells (HCT116 p53+/+, HCT116 p53-/-, SW-480, DLD-1, CaCo2); glioblastoma cells (U87MG, U87MG.ΔEGFR); hepatocarcinoma cells (HepG2); pancreatic cancer cells (MiaPaCa-2, Capan-1); renal cancer cells (786-0); lung carcinoma cells (A549); cervical cancer cells (HeLa, Caski); melanoma cells (Colo-38); ovarian cancer cells (SK-OV-3, OVCAR-8); prostate cancer cells (PC-3, LNCaP). D.R., degree of resistance, determined as the ratio of IC50 value in the resistant divided by the IC50 in the sensitive cell line; collateral sensitivity or hypersensitivity is defined as D.R. < 0.9; normal sensitivity as 0.9 < D.R. < 1.2; ROS, reactive oxygen species; MMP, mitochondrial membrane potential. — [7, 1681, 662, 1704]
plant-source-cell: Oricia suaveolens Engl. (Rutaceae) (Kuete et al., 2013b) — [101, 1494, 187, 1525]
cytotoxic-activity-cell: Cytotoxicity toward CCRF-CEM cells, CEM/ADR5000 cells, MDA-MB-231-pcDNA cells, MDA-MB-231-BCRP cells, HCT116 (p53+/+) cells, HCT116 (p53-/-) cells, U87MG cells, U87MG.ΔEGFR cells, HepG2 cells (Kuete et al., 2013a); HT29 cells, HCT116 cells, SW480 cells (Protiva et al., 2008) — [187, 810, 344, 847]
plant-source-cell: Morus mesozygia Stapf (Moraceae) (Kuete et al., 2009d) — [101, 559, 187, 590]
cytotoxic-activity-cell: Cytotoxicity toward CCRF-CEM cells, CEM/ADR5000 cells, MDA-MB-231-pcDNA cells, MDA-MB-231-BCRP cells, HCT116 (p53+/+) cells, HCT116 (p53-/-) cells, U87MG cells, U87MG.ΔEGFR cells, HepG2 cells (Kuete et al., 2015c) — [187, 327, 344, 357]
table-row — [7, 1586, 662, 1616]
plant-source-cell: Garcinia nobilis Engl. (Guttiferae) (Fouotsa et al., 2015) — [101, 296, 187, 327]
molecular-targets-cell: Hypersensitivity: HCT116 (p53-/-) cells vs. HCT116 (p53+/+) cells (D.R.: 0.36); Normal sensitivity: MDA-MB-231-BCRP cells vs. MDA-MB-231-pcDNA cells (D.R.: 1.09); U87MG.ΔEGFR cells vs. U87MG cells (D.R.: 1.02), induces apoptosis in CCRF-CEM cells via the disruption of MMP and increase in ROS production (Kuete et al., 2015d) — [344, 725, 662, 755]
molecular-targets-cell: Induces apoptosis in CCRF-CEM cells via caspase 3/7 activation, and antiangiogenic effect via inhibition of the growth of blood capillaries on the chorioallantoic membrane of quail eggs (Kuete et al., 2011a) — [344, 755, 662, 780]
compound-cell: 6,8-diprenyleriodictyol (flavonoid; 8) — [7, 272, 101, 296]
table-row — [7, 1494, 662, 1525]
molecular-targets-cell: Induces apoptosis in MCF-7 cells mediated by ROS generation (Kuete, 2014) — [344, 1287, 662, 1305]
table-row — [7, 187, 662, 217]
compound-cell: Kaempferol-7,4'-dimethylether (flavonoid; 39) — [7, 1256, 101, 1287]
